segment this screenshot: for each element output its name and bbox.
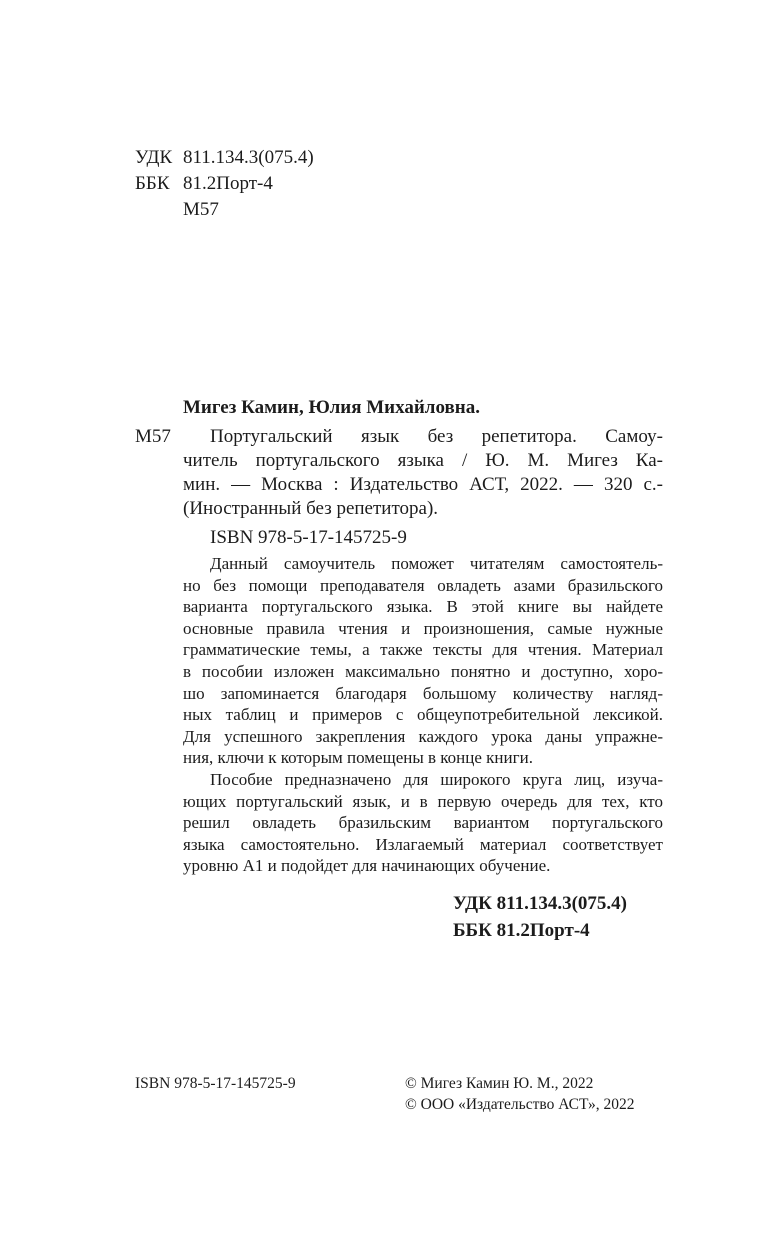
annotation-line: ния, ключи к которым помещены в конце книги. [183,748,533,768]
annotation-line: решил овладеть бразильским вариантом португальского [183,813,663,833]
annotation-line: языка самостоятельно. Излагаемый материал соответствует [183,834,663,854]
entry-line: мин. — Москва : Издательство АСТ, 2022. — 320 с.- [183,474,663,495]
annotation-line: варианта португальского языка. В этой книге вы найдете [183,597,663,617]
entry-isbn: ISBN 978-5-17-145725-9 [210,527,407,548]
entry-author-mark: М57 [135,426,171,447]
annotation-line: но без помощи преподавателя овладеть азами бразильского [183,575,663,595]
annotation-paragraph [183,769,663,877]
bibliographic-entry [183,425,663,521]
entry-line: Португальский язык без репетитора. Самоу- [210,426,663,447]
udk-value: 811.134.3(075.4) [183,147,314,168]
bbk-row [135,171,314,197]
annotation-line: Для успешного закрепления каждого урока даны упражне- [183,726,663,746]
top-classification-block [135,145,314,223]
bbk-label: ББК [135,173,170,194]
annotation-line: грамматические темы, а также тексты для чтения. Материал [183,640,663,660]
annotation-line: основные правила чтения и произношения, самые нужные [183,618,663,638]
entry-line: читель португальского языка / Ю. М. Мигез Ка- [183,450,663,471]
footer-isbn: ISBN 978-5-17-145725-9 [135,1075,296,1092]
annotation-line: Пособие предназначено для широкого круга лиц, изуча- [210,769,663,789]
copyright-notices [405,1073,635,1115]
bbk-code: ББК 81.2Порт-4 [453,920,590,941]
annotation-line: Данный самоучитель поможет читателям самостоятель- [210,554,663,573]
entry-author: Мигез Камин, Юлия Михайловна. [183,397,480,418]
bbk-value: 81.2Порт-4 [183,173,273,194]
entry-line: (Иностранный без репетитора). [183,498,439,519]
annotation-line: в пособии изложен максимально понятно и доступно, хоро- [183,661,663,681]
udk-label: УДК [135,147,173,168]
annotation-line: шо запоминается благодаря большому количеству нагляд- [183,683,663,703]
copyright-author: © Мигез Камин Ю. М., 2022 [405,1075,594,1092]
copyright-publisher: © ООО «Издательство АСТ», 2022 [405,1096,635,1113]
author-mark-row [135,197,314,223]
annotation-line: уровню А1 и подойдет для начинающих обучение. [183,856,551,876]
annotation-line: ющих португальский язык, и в первую очередь для тех, кто [183,791,663,811]
annotation-line: ных таблиц и примеров с общеупотребительной лексикой. [183,705,663,725]
annotation [183,553,663,877]
udk-code: УДК 811.134.3(075.4) [453,893,627,914]
udk-row [135,145,314,171]
author-mark: М57 [183,199,219,220]
classification-codes [453,890,627,944]
annotation-paragraph [183,553,663,769]
